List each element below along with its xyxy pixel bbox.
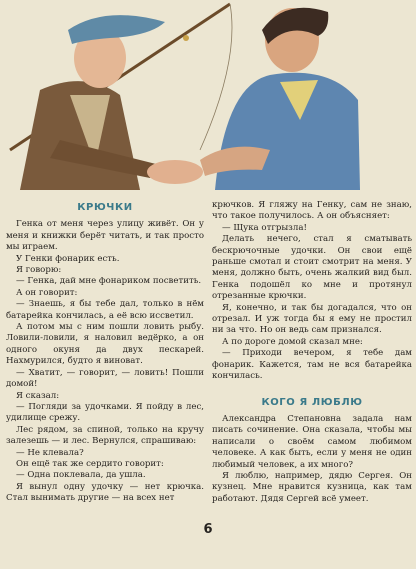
paragraph: — Генка, дай мне фонариком посветить. (16, 276, 202, 287)
left-boy (20, 15, 165, 190)
paragraph: Делать нечего, стал я сматывать бескрючочные удочки. Он свои ещё раньше смотал и стоит смотрит на меня. У меня, должно быть, очень жалкий вид был. Генка подошёл ко мне и протянул отрезанные крючки. (212, 234, 412, 302)
paragraph: — Погляди за удочками. Я пойду в лес, удилище срежу. (6, 401, 204, 424)
paragraph: — Щука отгрызла! (222, 222, 307, 233)
story-title: КОГО Я ЛЮБЛЮ (261, 396, 363, 408)
paragraph: крючков. Я гляжу на Генку, сам не знаю, что такое получилось. А он объясняет: (212, 200, 412, 222)
paragraph: А потом мы с ним пошли ловить рыбу. Ловили-ловили, я наловил ведёрко, а он одного окуня да двух пескарей. Нахмурился, будто я виноват. (6, 322, 204, 367)
right-boy (200, 8, 360, 190)
paragraph: Я вынул одну удочку — нет крючка. Стал вынимать другие — на всех нет (6, 481, 204, 504)
paragraph: — Хватит, — говорит, — ловить! Пошли домой! (6, 367, 204, 390)
left-column (6, 200, 204, 505)
paragraph: — Не клевала? (16, 447, 84, 458)
paragraph: Я сказал: (16, 390, 60, 401)
paragraph: У Генки фонарик есть. (16, 253, 120, 264)
illustration (0, 0, 416, 200)
right-column (212, 200, 412, 505)
paragraph: А по дороге домой сказал мне: (222, 336, 363, 347)
paragraph: — Одна поклевала, да ушла. (16, 470, 146, 481)
paragraph: Я люблю, например, дядю Сергея. Он кузнец. Мне нравится кузница, как там работают. Дядя Сергей всё умеет. (212, 470, 412, 504)
paragraph: Генка от меня через улицу живёт. Он у меня и книжки берёт читать, и так просто мы играем. (6, 219, 204, 253)
open-hand (147, 160, 203, 184)
paragraph: Александра Степановна задала нам писать сочинение. Она сказала, чтобы мы написали о своём самом любимом человеке. А как быть, если у меня не один любимый человек, а их много? (212, 413, 412, 470)
page-number: 6 (203, 522, 213, 537)
paragraph: Я говорю: (16, 265, 62, 276)
story-title: КРЮЧКИ (77, 202, 133, 213)
paragraph: Я, конечно, и так бы догадался, что он отрезал. И уж тогда бы я ему не простил ни за что. Но он ведь сам признался. (212, 302, 412, 336)
float (183, 35, 189, 41)
paragraph: А он говорит: (16, 287, 78, 298)
paragraph: Он ещё так же сердито говорит: (16, 458, 164, 469)
paragraph: — Приходи вечером, я тебе дам фонарик. Кажется, там не вся батарейка кончилась. (212, 348, 412, 382)
paragraph: Лес рядом, за спиной, только на кручу залезешь — и лес. Вернулся, спрашиваю: (6, 424, 204, 447)
paragraph: — Знаешь, я бы тебе дал, только в нём батарейка кончилась, а её всю иссветил. (6, 299, 204, 321)
